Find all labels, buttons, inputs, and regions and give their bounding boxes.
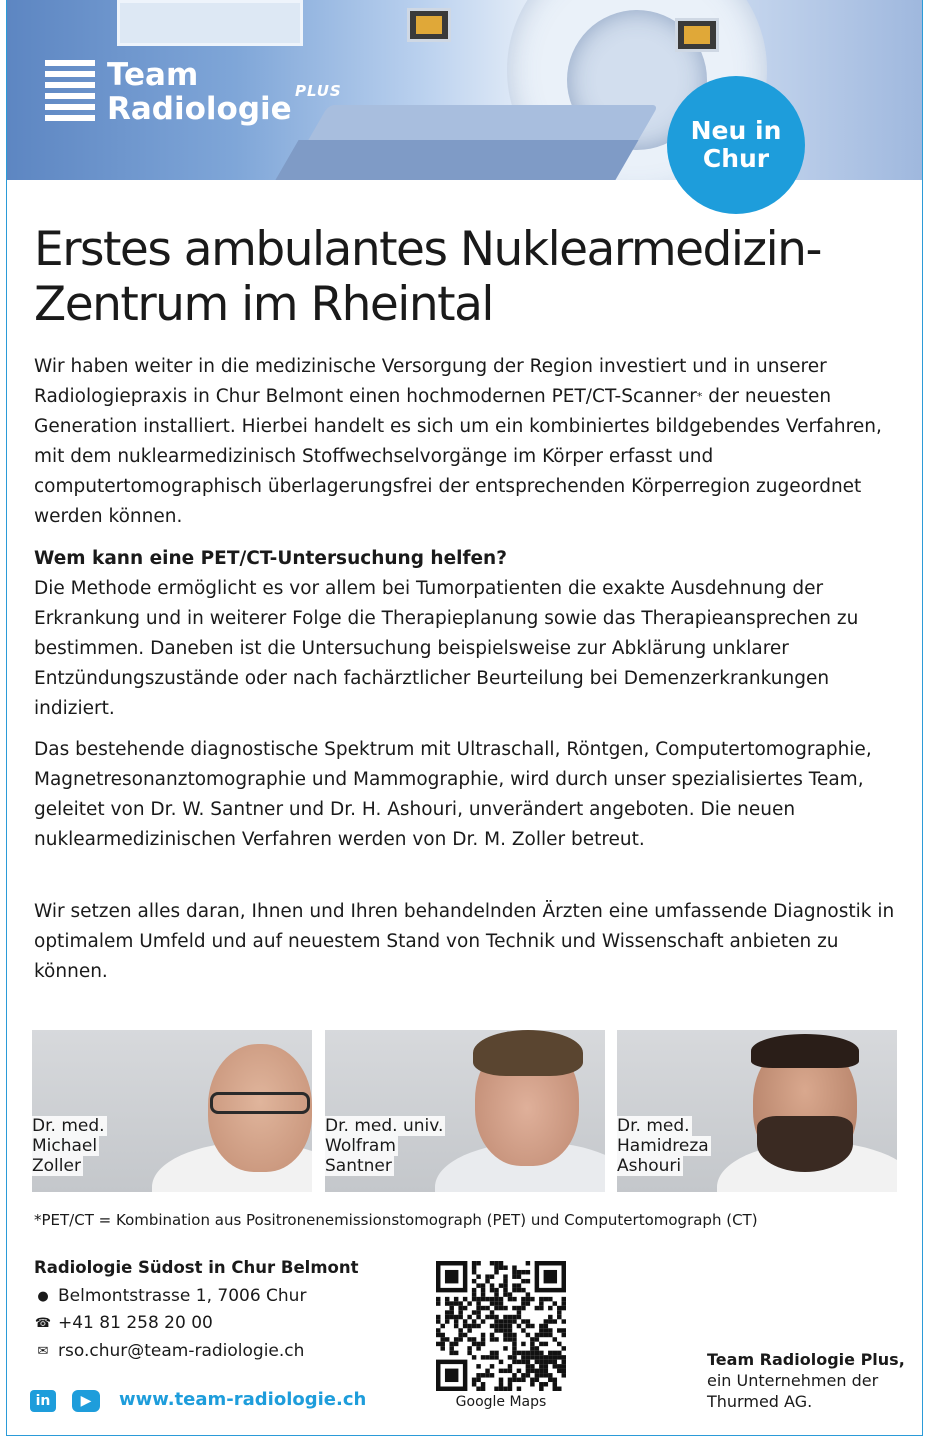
- doctor-1-line1: Dr. med.: [32, 1116, 105, 1136]
- address-text: Belmontstrasse 1, 7006 Chur: [58, 1286, 307, 1306]
- badge-line1: Neu in: [690, 116, 782, 145]
- address-row: [34, 1286, 306, 1306]
- linkedin-icon[interactable]: in: [30, 1390, 56, 1412]
- website-link[interactable]: www.team-radiologie.ch: [119, 1389, 367, 1410]
- intro-text: Wir haben weiter in die medizinische Versorgung der Region investiert und in unserer Radiologiepraxis in Chur Belmont einen hochmodernen PET/CT-Scanner: [34, 356, 827, 407]
- doctor-2-line2: Wolfram: [325, 1136, 396, 1156]
- location-pin-icon: ●: [37, 1288, 49, 1304]
- doctor-3-line2: Hamidreza: [617, 1136, 709, 1156]
- section-text: Die Methode ermöglicht es vor allem bei Tumorpatienten die exakte Ausdehnung der Erkrankung und in weiterer Folge die Therapieplanung sowie das Therapieansprechen zu bestimmen. Daneben ist die Untersuchung beispielsweise zur Abklärung unklarer Entzündungszustände oder nach fachärztlicher Beurteilung bei Demenzerkrankungen indiziert.: [34, 578, 859, 719]
- new-in-chur-badge: [667, 76, 805, 214]
- company-name: Team Radiologie Plus,: [707, 1350, 905, 1369]
- company-block: [707, 1349, 905, 1412]
- doctor-photo-zoller: [32, 1030, 312, 1192]
- headline-line2: Zentrum im Rheintal: [34, 277, 493, 332]
- phone-text[interactable]: +41 81 258 20 00: [58, 1313, 213, 1333]
- doctor-1-line2: Michael: [32, 1136, 98, 1156]
- headline: [34, 222, 821, 332]
- intro-paragraph: [34, 352, 904, 532]
- intro-text2: der neuesten Generation installiert. Hierbei handelt es sich um ein kombiniertes bildgebendes Verfahren, mit dem nuklearmedizinisch Stoffwechselvorgänge im Körper erfasst und computertomographisch überlagerungsfrei der entsprechenden Körperregion zugeordnet werden können.: [34, 386, 882, 527]
- youtube-icon[interactable]: ▶: [72, 1390, 100, 1412]
- intro-sup: *: [696, 390, 703, 403]
- company-line2: ein Unternehmen der: [707, 1371, 879, 1390]
- doctor-2-line3: Santner: [325, 1156, 392, 1176]
- paragraph-spectrum: Das bestehende diagnostische Spektrum mit Ultraschall, Röntgen, Computertomographie, Magnetresonanztomographie und Mammographie, wird durch unser spezialisiertes Team, geleitet von Dr. W. Santner und Dr. H. Ashouri, unverändert angeboten. Die neuen nuklearmedizinischen Verfahren werden von Dr. M. Zoller betreut.: [34, 739, 872, 850]
- section-block: [34, 544, 904, 724]
- doctor-1-line3: Zoller: [32, 1156, 81, 1176]
- doctor-2-line1: Dr. med. univ.: [325, 1116, 444, 1136]
- doctor-photo-ashouri: [617, 1030, 897, 1192]
- doctor-3-line1: Dr. med.: [617, 1116, 690, 1136]
- email-icon: ✉: [37, 1343, 49, 1359]
- company-line3: Thurmed AG.: [707, 1392, 813, 1411]
- badge-line2: Chur: [702, 144, 770, 173]
- logo-line2: Radiologie: [107, 91, 292, 127]
- headline-line1: Erstes ambulantes Nuklearmedizin-: [34, 222, 821, 277]
- phone-row: [34, 1313, 213, 1333]
- doctor-3-line3: Ashouri: [617, 1156, 682, 1176]
- logo-line1: Team: [107, 57, 199, 93]
- phone-icon: ☎: [34, 1315, 52, 1331]
- email-row: [34, 1341, 304, 1361]
- section-heading: Wem kann eine PET/CT-Untersuchung helfen?: [34, 548, 507, 569]
- logo-bars-icon: [45, 60, 95, 126]
- doctor-photo-santner: [325, 1030, 605, 1192]
- qr-caption: Google Maps: [455, 1394, 547, 1410]
- email-text[interactable]: rso.chur@team-radiologie.ch: [58, 1341, 305, 1361]
- org-name: Radiologie Südost in Chur Belmont: [34, 1258, 359, 1277]
- paragraph-closing: Wir setzen alles daran, Ihnen und Ihren behandelnden Ärzten eine umfassende Diagnostik in optimalem Umfeld und auf neuestem Stand von Technik und Wissenschaft anbieten zu können.: [34, 901, 895, 982]
- logo-plus: PLUS: [295, 82, 342, 100]
- footnote: *PET/CT = Kombination aus Positronenemissionstomograph (PET) und Computertomograph (CT): [34, 1211, 758, 1229]
- qr-code-icon[interactable]: [436, 1261, 566, 1391]
